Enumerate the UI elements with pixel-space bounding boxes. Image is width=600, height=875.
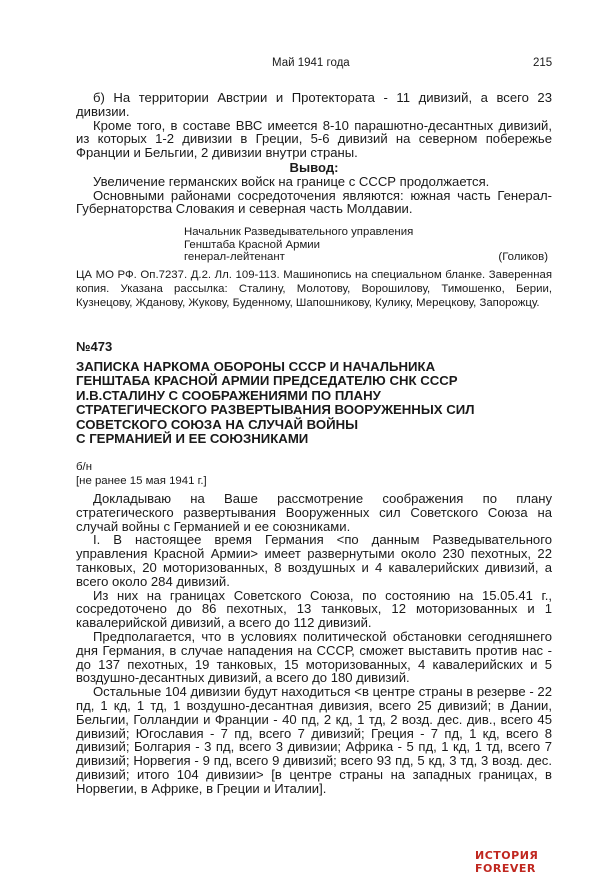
signature-line: генерал-лейтенант <box>184 251 285 264</box>
paragraph: Увеличение германских войск на границе с СССР продолжается. <box>93 173 490 189</box>
title-line: С ГЕРМАНИЕЙ И ЕЕ СОЮЗНИКАМИ <box>76 431 309 447</box>
page-header <box>0 57 600 73</box>
running-title: Май 1941 года <box>272 57 350 69</box>
document-ref: б/н <box>76 461 92 473</box>
document-date: [не ранее 15 мая 1941 г.] <box>76 475 207 487</box>
title-line: СОВЕТСКОГО СОЮЗА НА СЛУЧАЙ ВОЙНЫ <box>76 416 359 432</box>
watermark: ИСТОРИЯ FOREVER <box>475 849 539 875</box>
title-line: И.В.СТАЛИНУ С СООБРАЖЕНИЯМИ ПО ПЛАНУ <box>76 387 381 403</box>
title-line: ГЕНШТАБА КРАСНОЙ АРМИИ ПРЕДСЕДАТЕЛЮ СНК СССР <box>76 373 458 389</box>
title-line: СТРАТЕГИЧЕСКОГО РАЗВЕРТЫВАНИЯ ВООРУЖЕННЫХ СИЛ <box>76 402 475 418</box>
document-title <box>76 360 546 446</box>
paragraph: Основными районами сосредоточения являются: южная часть Генерал-Губернаторства Словакия и северная часть Молдавии. <box>76 187 552 217</box>
signature-line: Начальник Разведывательного управления <box>184 226 414 238</box>
paragraph: б) На территории Австрии и Протектората - 11 дивизий, а всего 23 дивизии. <box>76 90 552 119</box>
title-line: ЗАПИСКА НАРКОМА ОБОРОНЫ СССР И НАЧАЛЬНИКА <box>76 359 436 374</box>
paragraph: Остальные 104 дивизии будут находиться <в центре страны в резерве - 22 пд, 1 кд, 1 тд, 1 воздушно-десантная дивизия, всего 25 дивизий; в Дании, Бельгии, Голландии и Франции - 40 пд, 2 кд, 1 тд, 2 возд. дес. див., всего 45 дивизий; Югославия - 7 пд, всего 7 дивизий; Греция - 7 пд, 1 кд, всего 8 дивизий; Болгария - 3 пд, всего 3 дивизии; Африка - 5 пд, 1 кд, 1 тд, всего 7 дивизий; Норвегия - 9 пд, всего 9 дивизий; всего 93 пд, 5 кд, 3 тд, 3 возд. дес. дивизий; итого 104 дивизии> [в центре страны на западных границах, в Норвегии, в Африке, в Греции и Италии]. <box>76 684 552 796</box>
page-number: 215 <box>533 57 553 69</box>
paragraph: I. В настоящее время Германия <по данным Разведывательного управления Красной Армии> имеет развернутыми около 230 пехотных, 22 танковых, 20 моторизованных, 8 воздушных и 4 кавалерийских дивизий, а всего около 284 дивизий. <box>76 532 552 589</box>
document-meta <box>76 460 207 488</box>
signatory-name: (Голиков) <box>498 251 548 264</box>
signature-line: Генштаба Красной Армии <box>184 238 320 251</box>
paragraph: Докладываю на Ваше рассмотрение соображения по плану стратегического развертывания Вооруженных сил Советского Союза на случай войны с Германией и ее союзниками. <box>76 491 552 534</box>
paragraph: Предполагается, что в условиях политической обстановки сегодняшнего дня Германия, в случае нападения на СССР, сможет выставить против нас - до 137 пехотных, 19 танковых, 15 моторизованных, 4 кавалерийских и 5 воздушно-десантных дивизий, а всего до 180 дивизий. <box>76 628 552 686</box>
conclusion-heading: Вывод: <box>289 159 339 175</box>
signature-block <box>184 226 552 264</box>
document-number: №473 <box>76 339 113 354</box>
intelligence-report-end <box>76 91 552 216</box>
paragraph: Из них на границах Советского Союза, по состоянию на 15.05.41 г., сосредоточено до 86 пехотных, 13 танковых, 12 моторизованных и 1 кавалерийской дивизий, а всего до 112 дивизий. <box>76 587 552 631</box>
main-text <box>76 492 552 796</box>
paragraph: Кроме того, в составе ВВС имеется 8-10 парашютно-десантных дивизий, из которых 1-2 дивизии в Греции, 5-6 дивизий на северном побережье Франции и Бельгии, 2 дивизии внутри страны. <box>76 117 552 161</box>
archive-source-note: ЦА МО РФ. Оп.7237. Д.2. Лл. 109-113. Машинопись на специальном бланке. Заверенная копия. Указана рассылка: Сталину, Молотову, Ворошилову, Тимошенко, Берии, Кузнецову, Жданову, Жукову, Буденному, Шапошникову, Кулику, Мерецкову, Запорожцу. <box>76 269 552 310</box>
